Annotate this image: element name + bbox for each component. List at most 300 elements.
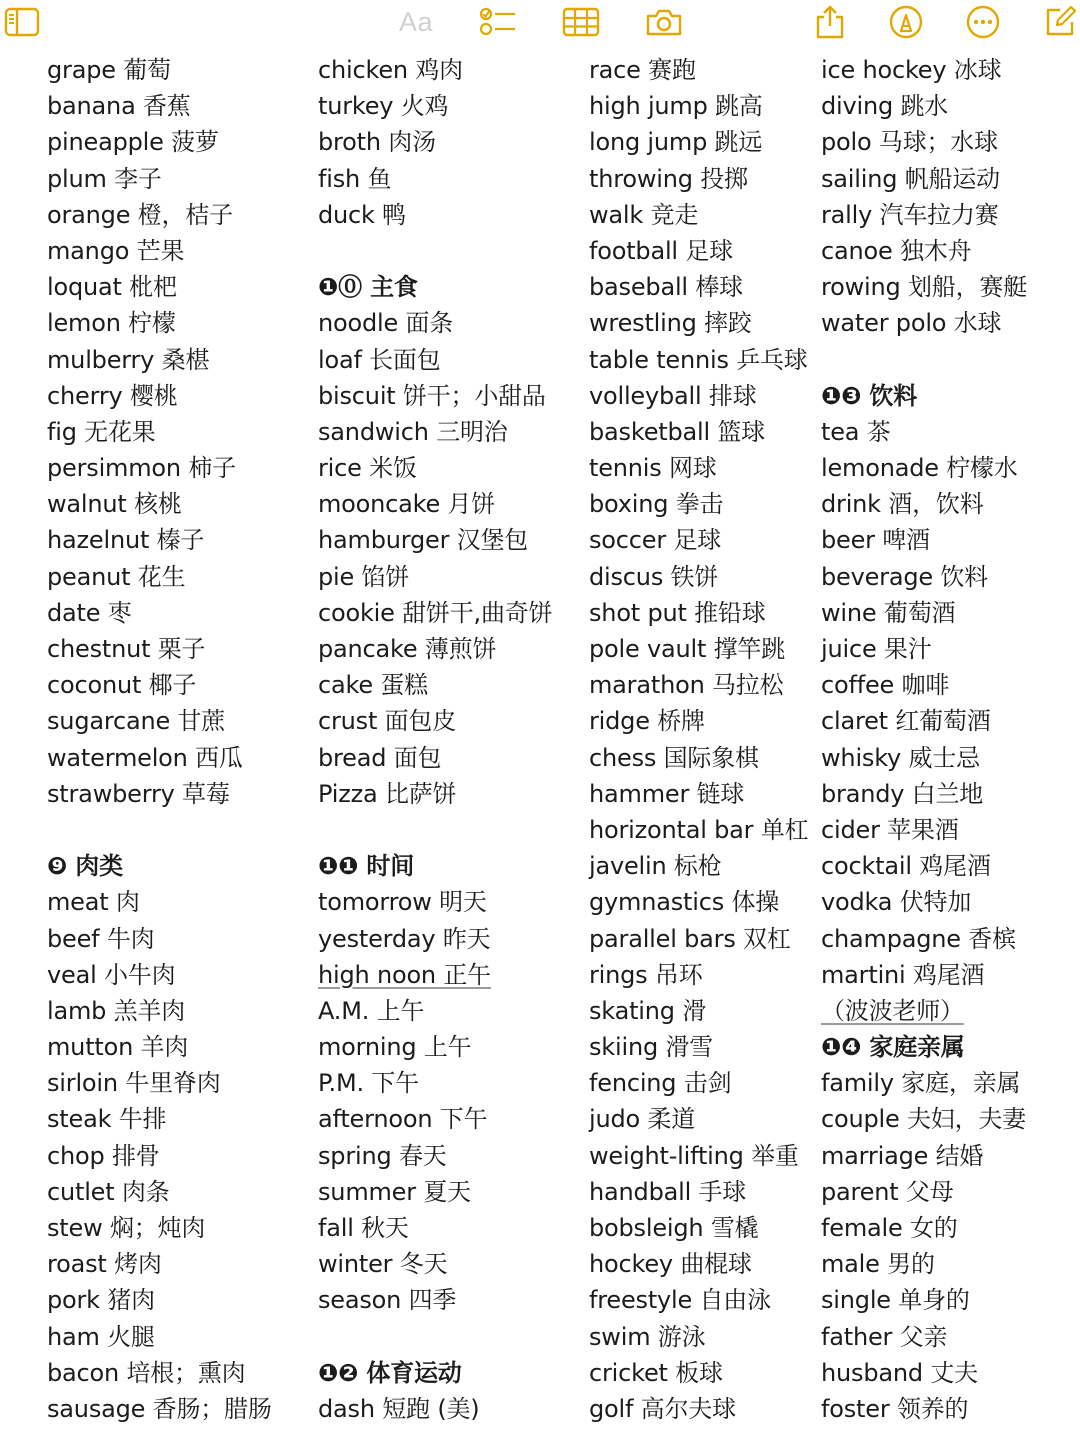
vocab-line (589, 703, 808, 739)
section-heading (318, 1355, 552, 1391)
line-text: skiing 滑雪 (589, 1033, 714, 1062)
line-text: ❶⓪ 主食 (318, 273, 418, 302)
vocab-line (589, 667, 808, 703)
line-text: tea 茶 (821, 417, 891, 446)
more-icon (965, 4, 1001, 40)
vocab-line (821, 667, 1027, 703)
vocab-line (47, 305, 272, 341)
line-text: pie 馅饼 (318, 562, 410, 591)
blank-line (318, 233, 552, 269)
vocab-line (318, 88, 552, 124)
line-text: sirloin 牛里脊肉 (47, 1069, 221, 1098)
vocab-line (589, 305, 808, 341)
line-text: lemon 柠檬 (47, 309, 176, 338)
line-text: pancake 薄煎饼 (318, 635, 497, 663)
line-text: rowing 划船，赛艇 (821, 273, 1027, 302)
line-text: parallel bars 双杠 (589, 924, 791, 953)
line-text: ham 火腿 (47, 1322, 155, 1351)
vocab-line (318, 921, 552, 957)
vocab-line (589, 1174, 808, 1210)
line-text: claret 红葡萄酒 (821, 707, 991, 736)
vocab-line (318, 667, 552, 703)
line-text: cider 苹果酒 (821, 815, 959, 844)
vocab-line (47, 884, 272, 920)
vocab-line (821, 1138, 1027, 1174)
line-text: basketball 篮球 (589, 417, 765, 446)
vocab-line (821, 269, 1027, 305)
line-text: drink 酒，饮料 (821, 490, 984, 519)
line-text: turkey 火鸡 (318, 92, 449, 121)
line-text: boxing 拳击 (589, 490, 724, 519)
vocab-line (318, 414, 552, 450)
line-text: yesterday 昨天 (318, 924, 491, 953)
line-text: bread 面包 (318, 743, 442, 772)
vocab-line (318, 631, 552, 667)
share-button[interactable] (810, 4, 850, 40)
vocab-line (821, 88, 1027, 124)
camera-icon (645, 7, 683, 37)
vocab-line (589, 559, 808, 595)
vocab-line (47, 957, 272, 993)
line-text: male 男的 (821, 1250, 935, 1279)
vocab-line (47, 631, 272, 667)
vocab-line (821, 233, 1027, 269)
line-text: bacon 培根；熏肉 (47, 1358, 246, 1387)
vocab-line (47, 450, 272, 486)
vocab-line (821, 124, 1027, 160)
line-text: summer 夏天 (318, 1177, 471, 1206)
vocab-line (318, 559, 552, 595)
vocab-line (318, 1101, 552, 1137)
table-icon (562, 7, 600, 37)
line-text: female 女的 (821, 1214, 958, 1242)
line-text: stew 焖；炖肉 (47, 1214, 206, 1242)
vocab-line (318, 957, 552, 993)
line-text: judo 柔道 (589, 1105, 696, 1134)
vocab-line (589, 342, 808, 378)
line-text: crust 面包皮 (318, 707, 457, 736)
line-text: sandwich 三明治 (318, 417, 508, 446)
line-text: P.M. 下午 (318, 1069, 419, 1098)
line-text: cricket 板球 (589, 1358, 723, 1387)
vocab-line (821, 848, 1027, 884)
line-text: fig 无花果 (47, 417, 156, 446)
vocab-line (589, 1138, 808, 1174)
line-text: husband 丈夫 (821, 1358, 978, 1387)
line-text: whisky 威士忌 (821, 743, 980, 772)
line-text: vodka 伏特加 (821, 888, 972, 917)
sidebar-icon (4, 7, 40, 37)
vocab-line (47, 1210, 272, 1246)
vocab-line (821, 884, 1027, 920)
vocab-line (318, 522, 552, 558)
vocab-line (318, 124, 552, 160)
line-text: cake 蛋糕 (318, 671, 428, 700)
vocab-line (47, 52, 272, 88)
line-text: tennis 网球 (589, 454, 717, 483)
section-heading (47, 848, 272, 884)
vocab-line (821, 1101, 1027, 1137)
line-text: volleyball 排球 (589, 381, 757, 410)
vocab-line (47, 88, 272, 124)
line-text: hamburger 汉堡包 (318, 526, 529, 555)
vocab-line (318, 486, 552, 522)
vocab-line (47, 269, 272, 305)
vocab-line (47, 1138, 272, 1174)
line-text: golf 高尔夫球 (589, 1394, 736, 1423)
line-text: chess 国际象棋 (589, 743, 759, 772)
vocab-line (589, 52, 808, 88)
line-text: gymnastics 体操 (589, 888, 780, 917)
vocab-line (589, 1246, 808, 1282)
more-button[interactable] (963, 4, 1003, 40)
vocab-line (47, 342, 272, 378)
vocab-line (318, 740, 552, 776)
section-heading (821, 1029, 1027, 1065)
vocab-line (821, 1210, 1027, 1246)
line-text: father 父亲 (821, 1322, 948, 1351)
checklist-icon (479, 6, 517, 38)
note-column-1 (47, 52, 272, 1427)
vocab-line (821, 595, 1027, 631)
vocab-line (821, 414, 1027, 450)
camera-button[interactable] (644, 4, 684, 40)
line-text: hammer 链球 (589, 779, 745, 808)
line-text: sausage 香肠；腊肠 (47, 1394, 272, 1423)
line-text: A.M. 上午 (318, 996, 425, 1025)
vocab-line (821, 993, 1027, 1029)
line-text: baseball 棒球 (589, 273, 743, 302)
vocab-line (318, 1138, 552, 1174)
line-text: handball 手球 (589, 1177, 747, 1206)
line-text: rice 米饭 (318, 454, 417, 483)
line-text: ❶❷ 体育运动 (318, 1358, 462, 1387)
vocab-line (589, 812, 808, 848)
vocab-line (47, 1391, 272, 1427)
vocab-line (47, 1065, 272, 1101)
sidebar-toggle-button[interactable] (2, 4, 42, 40)
line-text: strawberry 草莓 (47, 779, 230, 808)
line-text: race 赛跑 (589, 56, 696, 84)
vocab-line (589, 233, 808, 269)
line-text: grape 葡萄 (47, 56, 171, 84)
line-text: wine 葡萄酒 (821, 598, 956, 627)
line-text: pole vault 撑竿跳 (589, 635, 786, 663)
vocab-line (318, 1065, 552, 1101)
line-text: coffee 咖啡 (821, 671, 950, 700)
line-text: fencing 击剑 (589, 1069, 732, 1098)
line-text: （波波老师） (821, 996, 964, 1025)
line-text: soccer 足球 (589, 526, 722, 555)
line-text: season 四季 (318, 1286, 457, 1315)
vocab-line (318, 450, 552, 486)
line-text: watermelon 西瓜 (47, 743, 243, 772)
vocab-line (821, 52, 1027, 88)
line-text: mulberry 桑椹 (47, 345, 210, 374)
vocab-line (47, 161, 272, 197)
line-text: veal 小牛肉 (47, 960, 176, 989)
line-text: peanut 花生 (47, 562, 186, 591)
vocab-line (821, 1282, 1027, 1318)
line-text: polo 马球；水球 (821, 128, 998, 157)
vocab-line (589, 1391, 808, 1427)
line-text: plum 李子 (47, 164, 162, 193)
vocab-line (821, 1246, 1027, 1282)
line-text: high jump 跳高 (589, 92, 763, 121)
line-text: cutlet 肉条 (47, 1177, 170, 1206)
line-text: mutton 羊肉 (47, 1033, 189, 1062)
vocab-line (47, 1174, 272, 1210)
line-text: loquat 枇杷 (47, 273, 177, 302)
vocab-line (821, 559, 1027, 595)
line-text: duck 鸭 (318, 200, 406, 229)
section-heading (318, 848, 552, 884)
vocab-line (47, 414, 272, 450)
section-heading (821, 378, 1027, 414)
format-text-label: Aa (398, 6, 434, 37)
line-text: wrestling 摔跤 (589, 309, 752, 338)
line-text: family 家庭，亲属 (821, 1069, 1021, 1098)
vocab-line (589, 378, 808, 414)
vocab-line (47, 1029, 272, 1065)
line-text: steak 牛排 (47, 1105, 167, 1134)
vocab-line (821, 1391, 1027, 1427)
compose-icon (1043, 5, 1077, 39)
markup-button[interactable] (886, 4, 926, 40)
line-text: ❶❶ 时间 (318, 852, 414, 881)
line-text: date 枣 (47, 598, 132, 627)
blank-line (821, 342, 1027, 378)
blank-line (47, 812, 272, 848)
vocab-line (47, 378, 272, 414)
line-text: brandy 白兰地 (821, 779, 984, 808)
vocab-line (589, 1355, 808, 1391)
vocab-line (589, 88, 808, 124)
vocab-line (821, 161, 1027, 197)
vocab-line (821, 703, 1027, 739)
vocab-line (47, 667, 272, 703)
vocab-line (318, 342, 552, 378)
vocab-line (47, 197, 272, 233)
vocab-line (47, 703, 272, 739)
line-text: couple 夫妇，夫妻 (821, 1105, 1026, 1134)
line-text: swim 游泳 (589, 1322, 706, 1351)
vocab-line (47, 1282, 272, 1318)
vocab-line (318, 305, 552, 341)
line-text: skating 滑 (589, 996, 707, 1025)
line-text: loaf 长面包 (318, 345, 441, 374)
line-text: banana 香蕉 (47, 92, 191, 121)
line-text: ❶❸ 饮料 (821, 381, 917, 410)
line-text: chicken 鸡肉 (318, 56, 463, 84)
checklist-button[interactable] (478, 4, 518, 40)
vocab-line (821, 812, 1027, 848)
notes-toolbar (0, 0, 1080, 44)
vocab-line (589, 522, 808, 558)
vocab-line (821, 522, 1027, 558)
line-text: foster 领养的 (821, 1394, 969, 1423)
line-text: spring 春天 (318, 1141, 447, 1170)
vocab-line (589, 1101, 808, 1137)
line-text: coconut 椰子 (47, 671, 197, 700)
vocab-line (318, 776, 552, 812)
line-text: orange 橙，桔子 (47, 200, 233, 229)
vocab-line (821, 1319, 1027, 1355)
line-text: lamb 羔羊肉 (47, 996, 186, 1025)
line-text: dash 短跑 (美) (318, 1394, 480, 1423)
vocab-line (589, 957, 808, 993)
line-text: shot put 推铅球 (589, 598, 766, 627)
vocab-line (589, 1319, 808, 1355)
vocab-line (47, 559, 272, 595)
markup-pen-icon (888, 4, 924, 40)
line-text: afternoon 下午 (318, 1105, 488, 1134)
line-text: sailing 帆船运动 (821, 164, 1000, 193)
line-text: parent 父母 (821, 1177, 954, 1206)
vocab-line (47, 1246, 272, 1282)
table-button[interactable] (561, 4, 601, 40)
line-text: fall 秋天 (318, 1214, 409, 1242)
vocab-line (318, 884, 552, 920)
line-text: weight-lifting 举重 (589, 1141, 799, 1170)
vocab-line (589, 595, 808, 631)
line-text: sugarcane 甘蔗 (47, 707, 226, 736)
vocab-line (589, 269, 808, 305)
vocab-line (318, 1029, 552, 1065)
line-text: roast 烤肉 (47, 1250, 162, 1279)
vocab-line (47, 921, 272, 957)
vocab-line (589, 848, 808, 884)
vocab-line (821, 1355, 1027, 1391)
line-text: ❶❹ 家庭亲属 (821, 1033, 965, 1062)
line-text: walk 竞走 (589, 200, 699, 229)
line-text: cocktail 鸡尾酒 (821, 852, 991, 881)
vocab-line (589, 1029, 808, 1065)
vocab-line (318, 993, 552, 1029)
line-text: ridge 桥牌 (589, 707, 705, 736)
line-text: champagne 香槟 (821, 924, 1016, 953)
line-text: beer 啤酒 (821, 526, 930, 555)
note-column-2 (318, 52, 552, 1427)
vocab-line (318, 1246, 552, 1282)
line-text: discus 铁饼 (589, 562, 719, 591)
line-text: hazelnut 榛子 (47, 526, 205, 555)
line-text: table tennis 乒乓球 (589, 345, 808, 374)
line-text: martini 鸡尾酒 (821, 960, 985, 989)
vocab-line (318, 1174, 552, 1210)
vocab-line (821, 631, 1027, 667)
line-text: freestyle 自由泳 (589, 1286, 771, 1315)
vocab-line (47, 595, 272, 631)
line-text: canoe 独木舟 (821, 236, 972, 265)
line-text: tomorrow 明天 (318, 888, 487, 917)
compose-button[interactable] (1042, 4, 1078, 40)
line-text: football 足球 (589, 236, 733, 265)
vocab-line (318, 1391, 552, 1427)
vocab-line (821, 776, 1027, 812)
line-text: high noon 正午 (318, 960, 491, 989)
vocab-line (589, 414, 808, 450)
vocab-line (821, 957, 1027, 993)
line-text: Pizza 比萨饼 (318, 779, 457, 808)
vocab-line (589, 1210, 808, 1246)
vocab-line (821, 486, 1027, 522)
vocab-line (47, 776, 272, 812)
note-column-3 (589, 52, 808, 1427)
line-text: beef 牛肉 (47, 924, 155, 953)
line-text: horizontal bar 单杠 (589, 815, 809, 844)
vocab-line (47, 740, 272, 776)
vocab-line (318, 1282, 552, 1318)
line-text: cherry 樱桃 (47, 381, 178, 410)
line-text: ❾ 肉类 (47, 852, 123, 881)
line-text: noodle 面条 (318, 309, 454, 338)
line-text: chestnut 栗子 (47, 635, 206, 663)
vocab-line (47, 1101, 272, 1137)
vocab-line (318, 52, 552, 88)
line-text: persimmon 柿子 (47, 454, 236, 483)
vocab-line (318, 378, 552, 414)
line-text: marathon 马拉松 (589, 671, 784, 700)
line-text: hockey 曲棍球 (589, 1250, 752, 1279)
vocab-line (589, 1065, 808, 1101)
vocab-line (47, 993, 272, 1029)
line-text: single 单身的 (821, 1286, 970, 1315)
vocab-line (589, 124, 808, 160)
line-text: biscuit 饼干；小甜品 (318, 381, 546, 410)
line-text: meat 肉 (47, 888, 140, 917)
vocab-line (821, 1174, 1027, 1210)
note-column-4 (821, 52, 1027, 1427)
line-text: throwing 投掷 (589, 164, 748, 193)
line-text: mango 芒果 (47, 236, 185, 265)
vocab-line (318, 703, 552, 739)
vocab-line (589, 776, 808, 812)
line-text: rally 汽车拉力赛 (821, 200, 999, 229)
vocab-line (47, 233, 272, 269)
vocab-line (47, 486, 272, 522)
vocab-line (589, 486, 808, 522)
vocab-line (589, 921, 808, 957)
vocab-line (821, 1065, 1027, 1101)
line-text: beverage 饮料 (821, 562, 988, 591)
line-text: pineapple 菠萝 (47, 128, 219, 157)
vocab-line (821, 305, 1027, 341)
vocab-line (47, 522, 272, 558)
vocab-line (821, 921, 1027, 957)
line-text: bobsleigh 雪橇 (589, 1214, 759, 1242)
line-text: rings 吊环 (589, 960, 703, 989)
line-text: broth 肉汤 (318, 128, 436, 157)
vocab-line (589, 740, 808, 776)
vocab-line (318, 595, 552, 631)
vocab-line (589, 161, 808, 197)
vocab-line (47, 1355, 272, 1391)
format-text-button[interactable] (394, 4, 438, 40)
line-text: chop 排骨 (47, 1141, 160, 1170)
vocab-line (589, 450, 808, 486)
line-text: diving 跳水 (821, 92, 949, 121)
share-icon (814, 4, 846, 40)
line-text: pork 猪肉 (47, 1286, 155, 1315)
vocab-line (821, 197, 1027, 233)
vocab-line (47, 1319, 272, 1355)
vocab-line (589, 884, 808, 920)
vocab-line (821, 740, 1027, 776)
vocab-line (589, 197, 808, 233)
line-text: fish 鱼 (318, 164, 392, 193)
line-text: javelin 标枪 (589, 852, 722, 881)
